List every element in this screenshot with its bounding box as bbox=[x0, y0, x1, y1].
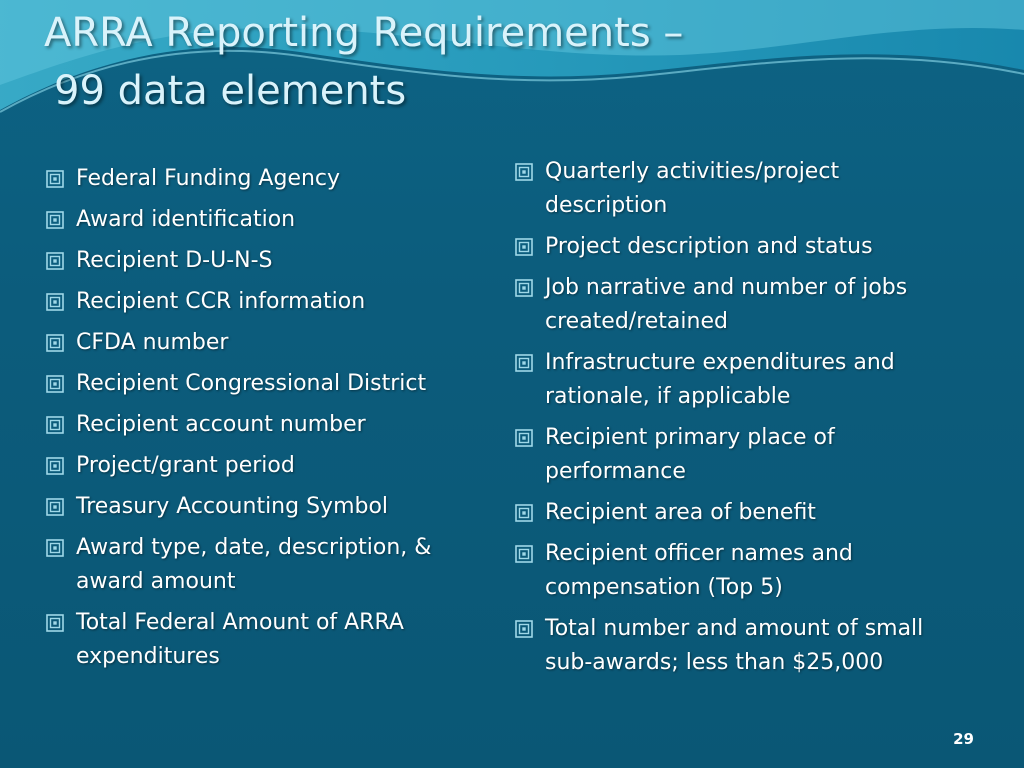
list-item-text: Federal Funding Agency bbox=[76, 166, 341, 191]
list-item bbox=[46, 326, 466, 360]
list-item-text: Recipient primary place of performance bbox=[545, 425, 835, 484]
right-bullet-list bbox=[515, 155, 965, 687]
list-item bbox=[46, 203, 466, 237]
list-item-text: Award type, date, description, & award amount bbox=[76, 535, 432, 594]
square-bullet-icon bbox=[46, 457, 64, 475]
title-line-2: 99 data elements bbox=[54, 68, 407, 114]
list-item bbox=[46, 367, 466, 401]
square-bullet-icon bbox=[515, 545, 533, 563]
list-item-text: Recipient Congressional District bbox=[76, 371, 427, 396]
left-bullet-list bbox=[46, 162, 466, 681]
list-item-text: Recipient officer names and compensation (Top 5) bbox=[545, 541, 853, 600]
list-item-text: CFDA number bbox=[76, 330, 229, 355]
square-bullet-icon bbox=[46, 614, 64, 632]
square-bullet-icon bbox=[46, 498, 64, 516]
slide-title bbox=[44, 4, 683, 120]
square-bullet-icon bbox=[46, 334, 64, 352]
square-bullet-icon bbox=[515, 163, 533, 181]
list-item bbox=[515, 155, 965, 223]
list-item-text: Total Federal Amount of ARRA expenditures bbox=[76, 610, 404, 669]
list-item-text: Treasury Accounting Symbol bbox=[76, 494, 389, 519]
square-bullet-icon bbox=[46, 252, 64, 270]
list-item-text: Total number and amount of small sub-awards; less than $25,000 bbox=[545, 616, 924, 675]
square-bullet-icon bbox=[515, 354, 533, 372]
list-item bbox=[515, 421, 965, 489]
list-item-text: Quarterly activities/project description bbox=[545, 159, 840, 218]
list-item bbox=[46, 449, 466, 483]
square-bullet-icon bbox=[46, 170, 64, 188]
list-item bbox=[46, 606, 466, 674]
list-item bbox=[46, 408, 466, 442]
list-item-text: Project/grant period bbox=[76, 453, 295, 478]
square-bullet-icon bbox=[515, 238, 533, 256]
list-item bbox=[515, 271, 965, 339]
list-item bbox=[515, 496, 965, 530]
page-number: 29 bbox=[953, 730, 974, 748]
square-bullet-icon bbox=[515, 279, 533, 297]
list-item-text: Award identification bbox=[76, 207, 296, 232]
list-item-text: Recipient area of benefit bbox=[545, 500, 816, 525]
list-item bbox=[46, 244, 466, 278]
square-bullet-icon bbox=[46, 375, 64, 393]
list-item bbox=[515, 537, 965, 605]
list-item bbox=[515, 230, 965, 264]
list-item-text: Recipient D-U-N-S bbox=[76, 248, 273, 273]
square-bullet-icon bbox=[515, 620, 533, 638]
list-item bbox=[46, 285, 466, 319]
list-item bbox=[46, 162, 466, 196]
square-bullet-icon bbox=[46, 416, 64, 434]
list-item bbox=[515, 346, 965, 414]
list-item-text: Project description and status bbox=[545, 234, 873, 259]
list-item-text: Recipient account number bbox=[76, 412, 366, 437]
square-bullet-icon bbox=[515, 504, 533, 522]
list-item bbox=[46, 531, 466, 599]
list-item-text: Infrastructure expenditures and rationale, if applicable bbox=[545, 350, 895, 409]
list-item-text: Job narrative and number of jobs created/retained bbox=[545, 275, 908, 334]
square-bullet-icon bbox=[46, 211, 64, 229]
title-line-1: ARRA Reporting Requirements – bbox=[44, 10, 684, 56]
square-bullet-icon bbox=[46, 539, 64, 557]
list-item bbox=[515, 612, 965, 680]
list-item bbox=[46, 490, 466, 524]
square-bullet-icon bbox=[46, 293, 64, 311]
list-item-text: Recipient CCR information bbox=[76, 289, 366, 314]
square-bullet-icon bbox=[515, 429, 533, 447]
